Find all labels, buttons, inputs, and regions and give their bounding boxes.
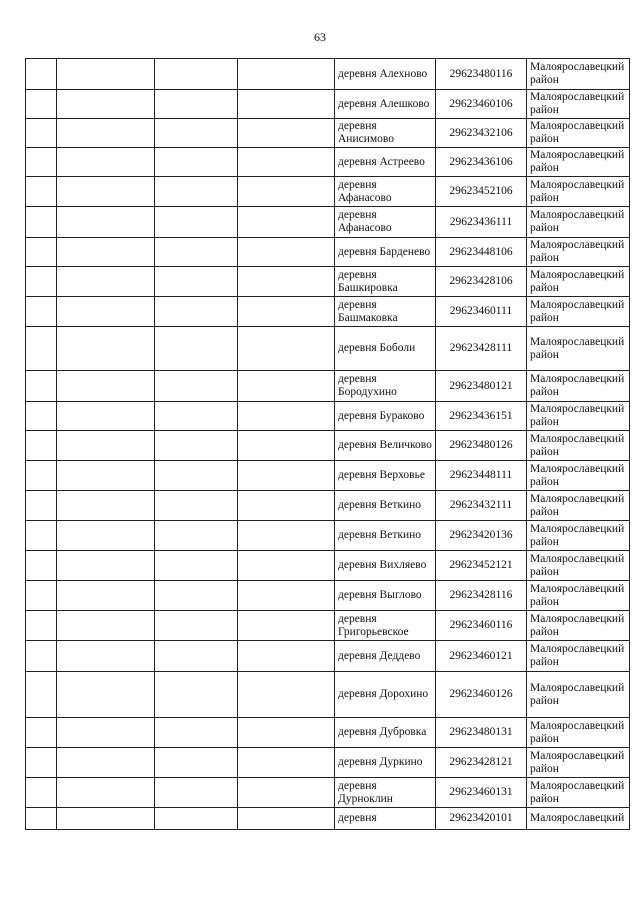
empty-cell [238,718,335,748]
table-row [26,718,630,748]
empty-cell [57,461,155,491]
settlement-table [25,58,630,830]
table-row [26,177,630,207]
empty-cell [238,267,335,297]
empty-cell [57,177,155,207]
empty-cell [57,119,155,148]
empty-cell [238,90,335,119]
empty-cell [238,551,335,581]
table-body [26,59,630,830]
empty-cell [238,748,335,778]
empty-cell [155,402,238,431]
table-row [26,148,630,177]
settlement-name: деревня Алехново [335,59,436,90]
district-name: Малоярославецкий район [527,718,630,748]
empty-cell [155,611,238,641]
table-row [26,371,630,402]
empty-cell [155,718,238,748]
settlement-name: деревня Башмаковка [335,297,436,327]
oktmo-code: 29623480116 [436,59,527,90]
empty-cell [238,431,335,461]
empty-cell [57,431,155,461]
oktmo-code: 29623480121 [436,371,527,402]
district-name: Малоярославецкий район [527,207,630,238]
empty-cell [155,641,238,672]
settlement-name: деревня Алешково [335,90,436,119]
oktmo-code: 29623460111 [436,297,527,327]
empty-cell [26,402,57,431]
page-number: 63 [314,30,326,44]
table-row [26,431,630,461]
district-name: Малоярославецкий район [527,267,630,297]
settlement-name: деревня Афанасово [335,207,436,238]
empty-cell [57,327,155,371]
oktmo-code: 29623428111 [436,327,527,371]
empty-cell [26,808,57,830]
table-row [26,238,630,267]
empty-cell [238,371,335,402]
empty-cell [57,672,155,718]
empty-cell [155,267,238,297]
empty-cell [57,748,155,778]
oktmo-code: 29623428121 [436,748,527,778]
empty-cell [26,119,57,148]
table-row [26,297,630,327]
table-row [26,402,630,431]
empty-cell [238,119,335,148]
settlement-name: деревня Барденево [335,238,436,267]
empty-cell [26,521,57,551]
empty-cell [57,611,155,641]
table-row [26,641,630,672]
district-name: Малоярославецкий район [527,491,630,521]
district-name: Малоярославецкий район [527,672,630,718]
empty-cell [238,297,335,327]
settlement-name: деревня Дурноклин [335,778,436,808]
empty-cell [26,491,57,521]
district-name: Малоярославецкий район [527,371,630,402]
empty-cell [155,748,238,778]
empty-cell [57,718,155,748]
empty-cell [57,371,155,402]
settlement-name: деревня Веткино [335,521,436,551]
empty-cell [26,461,57,491]
oktmo-code: 29623460126 [436,672,527,718]
empty-cell [26,371,57,402]
table-row [26,267,630,297]
empty-cell [155,59,238,90]
settlement-name: деревня Деддево [335,641,436,672]
empty-cell [26,581,57,611]
empty-cell [155,491,238,521]
empty-cell [26,778,57,808]
oktmo-code: 29623452121 [436,551,527,581]
empty-cell [238,521,335,551]
empty-cell [26,327,57,371]
table-row [26,611,630,641]
oktmo-code: 29623460106 [436,90,527,119]
district-name: Малоярославецкий район [527,581,630,611]
table-row [26,207,630,238]
empty-cell [238,177,335,207]
empty-cell [57,778,155,808]
empty-cell [26,551,57,581]
empty-cell [26,748,57,778]
settlement-name: деревня Дорохино [335,672,436,718]
settlement-name: деревня Бородухино [335,371,436,402]
settlement-name: деревня Анисимово [335,119,436,148]
empty-cell [238,402,335,431]
settlement-name: деревня Дубровка [335,718,436,748]
table-row [26,808,630,830]
district-name: Малоярославецкий район [527,641,630,672]
oktmo-code: 29623448106 [436,238,527,267]
oktmo-code: 29623428106 [436,267,527,297]
empty-cell [26,148,57,177]
table-row [26,551,630,581]
empty-cell [26,59,57,90]
oktmo-code: 29623436111 [436,207,527,238]
empty-cell [26,718,57,748]
table-row [26,119,630,148]
empty-cell [238,461,335,491]
oktmo-code: 29623432106 [436,119,527,148]
oktmo-code: 29623436106 [436,148,527,177]
settlement-name: деревня Дуркино [335,748,436,778]
district-name: Малоярославецкий район [527,90,630,119]
district-name: Малоярославецкий район [527,177,630,207]
oktmo-code: 29623448111 [436,461,527,491]
empty-cell [57,402,155,431]
empty-cell [26,672,57,718]
district-name: Малоярославецкий район [527,327,630,371]
empty-cell [155,581,238,611]
empty-cell [238,611,335,641]
oktmo-code: 29623460131 [436,778,527,808]
district-name: Малоярославецкий район [527,551,630,581]
empty-cell [26,207,57,238]
settlement-name: деревня Григорьевское [335,611,436,641]
empty-cell [155,778,238,808]
empty-cell [155,177,238,207]
empty-cell [155,207,238,238]
oktmo-code: 29623432111 [436,491,527,521]
district-name: Малоярославецкий район [527,431,630,461]
table-row [26,748,630,778]
empty-cell [155,148,238,177]
district-name: Малоярославецкий район [527,59,630,90]
settlement-name: деревня [335,808,436,830]
empty-cell [155,327,238,371]
empty-cell [238,581,335,611]
settlement-name: деревня Верховье [335,461,436,491]
table-row [26,778,630,808]
table-row [26,461,630,491]
empty-cell [155,672,238,718]
district-name: Малоярославецкий район [527,778,630,808]
settlement-name: деревня Бураково [335,402,436,431]
empty-cell [155,371,238,402]
table-row [26,521,630,551]
empty-cell [26,297,57,327]
empty-cell [26,238,57,267]
empty-cell [26,431,57,461]
table-row [26,90,630,119]
empty-cell [155,90,238,119]
empty-cell [57,238,155,267]
empty-cell [238,672,335,718]
empty-cell [155,431,238,461]
table-row [26,672,630,718]
oktmo-code: 29623460121 [436,641,527,672]
empty-cell [57,90,155,119]
district-name: Малоярославецкий район [527,402,630,431]
oktmo-code: 29623420136 [436,521,527,551]
empty-cell [26,177,57,207]
settlement-name: деревня Величково [335,431,436,461]
empty-cell [57,581,155,611]
empty-cell [238,59,335,90]
empty-cell [155,238,238,267]
table-row [26,327,630,371]
empty-cell [57,297,155,327]
settlement-name: деревня Башкировка [335,267,436,297]
empty-cell [26,267,57,297]
empty-cell [26,641,57,672]
empty-cell [57,641,155,672]
district-name: Малоярославецкий район [527,238,630,267]
settlement-name: деревня Веткино [335,491,436,521]
empty-cell [57,59,155,90]
empty-cell [26,90,57,119]
settlement-name: деревня Вихляево [335,551,436,581]
empty-cell [155,119,238,148]
table-row [26,59,630,90]
empty-cell [238,491,335,521]
settlement-name: деревня Выглово [335,581,436,611]
table-row [26,491,630,521]
empty-cell [57,551,155,581]
district-name: Малоярославецкий район [527,611,630,641]
oktmo-code: 29623460116 [436,611,527,641]
empty-cell [238,238,335,267]
empty-cell [155,461,238,491]
empty-cell [57,207,155,238]
district-name: Малоярославецкий район [527,148,630,177]
oktmo-code: 29623480131 [436,718,527,748]
oktmo-code: 29623452106 [436,177,527,207]
oktmo-code: 29623480126 [436,431,527,461]
empty-cell [155,808,238,830]
empty-cell [238,207,335,238]
settlement-name: деревня Афанасово [335,177,436,207]
district-name: Малоярославецкий район [527,297,630,327]
settlement-name: деревня Астреево [335,148,436,177]
oktmo-code: 29623428116 [436,581,527,611]
empty-cell [155,551,238,581]
district-name: Малоярославецкий район [527,521,630,551]
empty-cell [57,267,155,297]
settlement-name: деревня Боболи [335,327,436,371]
district-name: Малоярославецкий район [527,119,630,148]
empty-cell [238,327,335,371]
district-name: Малоярославецкий район [527,461,630,491]
empty-cell [155,521,238,551]
empty-cell [238,808,335,830]
empty-cell [57,148,155,177]
district-name: Малоярославецкий район [527,748,630,778]
empty-cell [155,297,238,327]
empty-cell [238,641,335,672]
empty-cell [238,778,335,808]
empty-cell [26,611,57,641]
empty-cell [57,521,155,551]
empty-cell [57,808,155,830]
empty-cell [57,491,155,521]
district-name: Малоярославецкий [527,808,630,830]
table-row [26,581,630,611]
oktmo-code: 29623420101 [436,808,527,830]
oktmo-code: 29623436151 [436,402,527,431]
empty-cell [238,148,335,177]
